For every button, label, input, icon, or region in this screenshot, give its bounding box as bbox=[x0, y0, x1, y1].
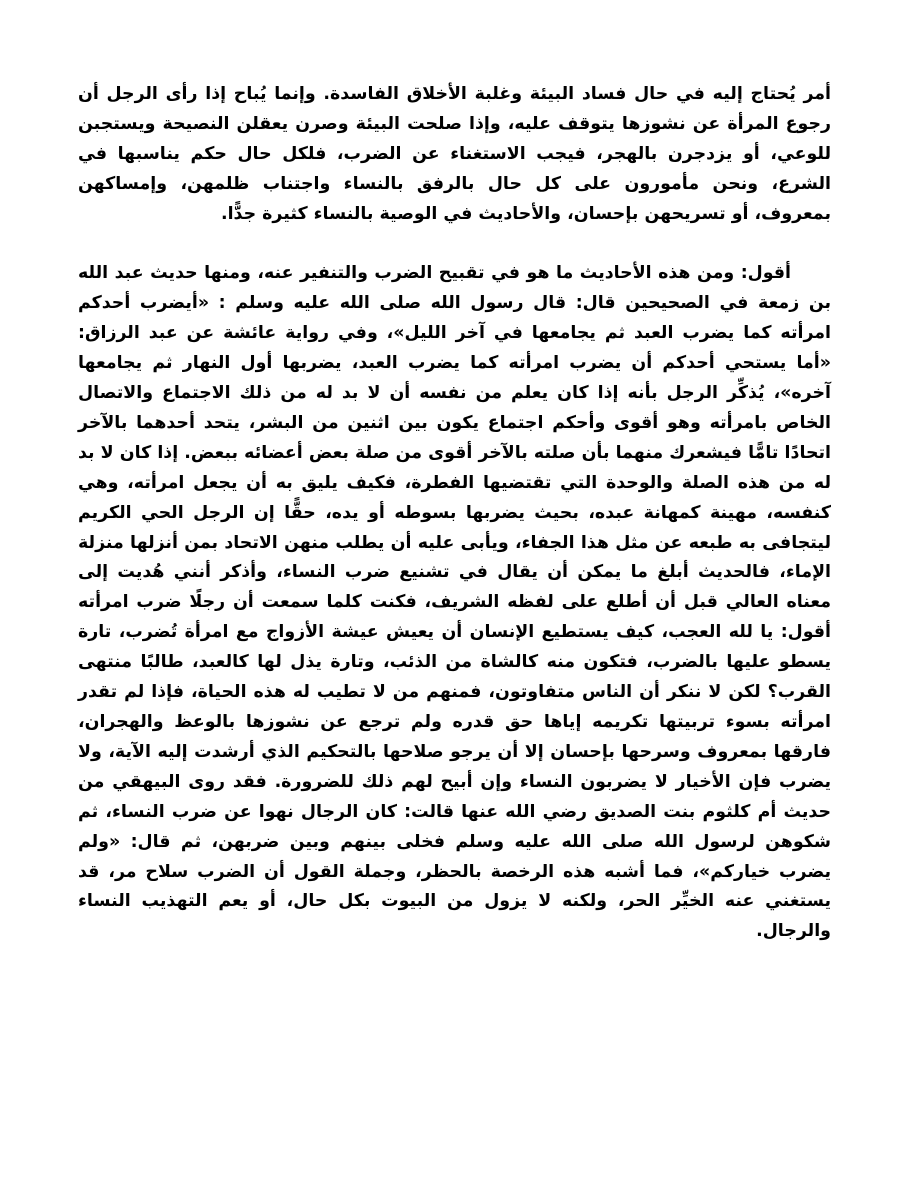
paragraph-1: أمر يُحتاج إليه في حال فساد البيئة وغلبة الأخلاق الفاسدة. وإنما يُباح إذا رأى الرجل أن رجوع المرأة عن نشوزها يتوقف عليه، وإذا صلحت البيئة وصرن يعقلن النصيحة ويستجبن للوعي، أو يزدجرن بالهجر، فيجب الاستغناء عن الضرب، فلكل حال حكم يناسبها في الشرع، ونحن مأمورون على كل حال بالرفق بالنساء واجتناب ظلمهن، وإمساكهن بمعروف، أو تسريحهن بإحسان، والأحاديث في الوصية بالنساء كثيرة جدًّا. bbox=[78, 84, 831, 224]
paragraph-2: أقول: ومن هذه الأحاديث ما هو في تقبيح الضرب والتنفير عنه، ومنها حديث عبد الله بن زمعة في الصحيحين قال: قال رسول الله صلى الله عليه وسلم : «أيضرب أحدكم امرأته كما يضرب العبد ثم يجامعها في آخر الليل»، وفي رواية عائشة عن عبد الرزاق: «أما يستحي أحدكم أن يضرب امرأته كما يضرب العبد، يضربها أول النهار ثم يجامعها آخره»، يُذكِّر الرجل بأنه إذا كان يعلم من نفسه أن لا بد له من ذلك الاجتماع والاتصال الخاص بامرأته وهو أقوى وأحكم اجتماع يكون بين اثنين من البشر، يتحد أحدهما بالآخر اتحادًا تامًّا فيشعرك منهما بأن صلته بالآخر أقوى من صلة بعض أعضائه ببعض. إذا كان لا بد له من هذه الصلة والوحدة التي تقتضيها الفطرة، فكيف يليق به أن يجعل امرأته، وهي كنفسه، مهينة كمهانة عبده، بحيث يضربها بسوطه أو يده، حقًّا إن الرجل الحي الكريم ليتجافى به طبعه عن مثل هذا الجفاء، ويأبى عليه أن يطلب منهن الاتحاد بمن أنزلها منزلة الإماء، فالحديث أبلغ ما يمكن أن يقال في تشنيع ضرب النساء، وأذكر أنني هُديت إلى معناه العالي قبل أن أطلع على لفظه الشريف، فكنت كلما سمعت أن رجلًا ضرب امرأته أقول: يا لله العجب، كيف يستطيع الإنسان أن يعيش عيشة الأزواج مع امرأة تُضرب، تارة يسطو عليها بالضرب، فتكون منه كالشاة من الذئب، وتارة يذل لها كالعبد، طالبًا منتهى القرب؟ لكن لا ننكر أن الناس متفاوتون، فمنهم من لا تطيب له هذه الحياة، فإذا لم تقدر امرأته بسوء تربيتها تكريمه إياها حق قدره ولم ترجع عن نشوزها بالوعظ والهجران، فارقها بمعروف وسرحها بإحسان إلا أن يرجو صلاحها بالتحكيم الذي أرشدت إليه الآية، ولا يضرب فإن الأخيار لا يضربون النساء وإن أبيح لهم ذلك للضرورة. فقد روى البيهقي من حديث أم كلثوم بنت الصديق رضي الله عنها قالت: كان الرجال نهوا عن ضرب النساء، ثم شكوهن لرسول الله صلى الله عليه وسلم فخلى بينهم وبين ضربهن، ثم قال: «ولم يضرب خياركم»، فما أشبه هذه الرخصة بالحظر، وجملة القول أن الضرب سلاح مر، قد يستغني عنه الخيِّر الحر، ولكنه لا يزول من البيوت بكل حال، أو يعم التهذيب النساء والرجال. bbox=[78, 263, 831, 942]
